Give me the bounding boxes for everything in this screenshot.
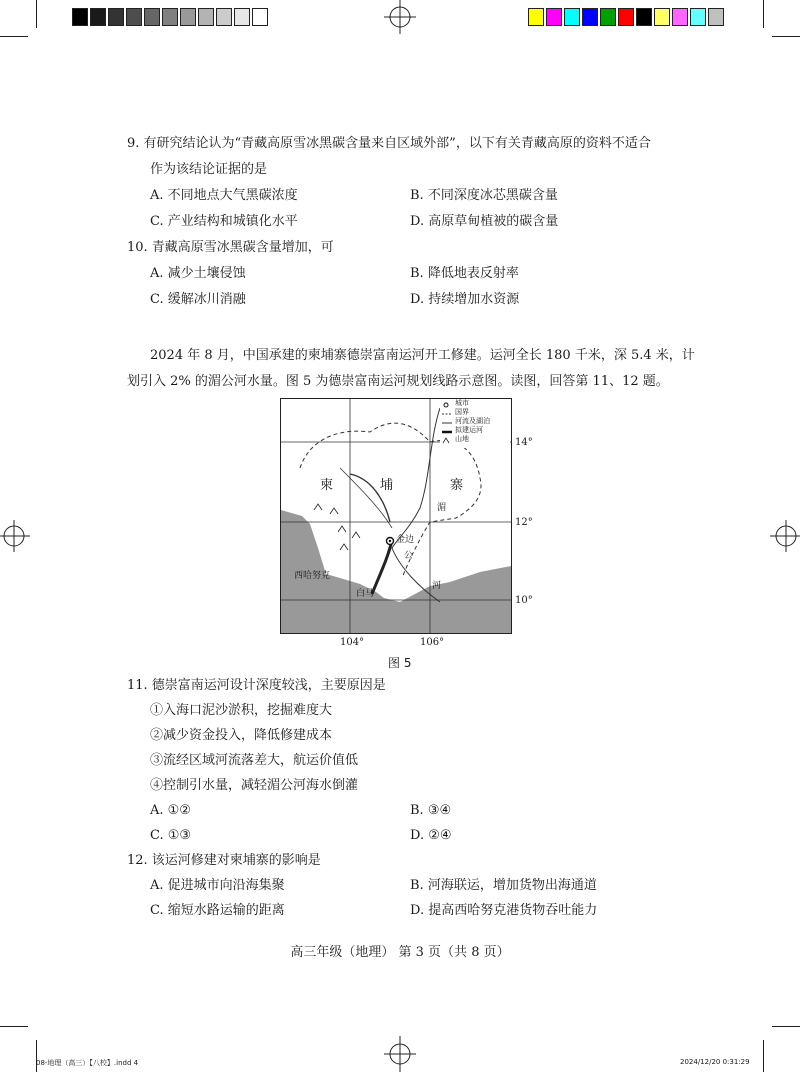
crop-mark <box>0 1026 28 1027</box>
q11-statement-3: ③流经区域河流落差大，航运价值低 <box>150 753 359 768</box>
passage-line1: 2024 年 8 月，中国承建的柬埔寨德崇富南运河开工修建。运河全长 180 千米，深 5.4 米，计 <box>150 348 695 363</box>
q11-option-a: A. ①② <box>150 803 191 818</box>
q9-option-c: C. 产业结构和城镇化水平 <box>150 214 298 229</box>
slug-filename: 08-地理（高三）【八校】.indd 4 <box>36 1059 139 1067</box>
q12-option-a: A. 促进城市向沿海集聚 <box>150 878 285 893</box>
q10-option-b: B. 降低地表反射率 <box>410 266 519 281</box>
lon-label-104: 104° <box>340 637 365 648</box>
color-bar-swatch <box>582 8 598 26</box>
q11-statement-2: ②减少资金投入，降低修建成本 <box>150 728 333 743</box>
q11-option-b: B. ③④ <box>410 803 452 818</box>
country-char-3: 寨 <box>450 478 464 493</box>
registration-mark-right <box>770 520 800 552</box>
q11-stem: 11. 德崇富南运河设计深度较浅，主要原因是 <box>127 678 386 693</box>
city-label: 金边 <box>396 535 415 545</box>
color-bar-swatch <box>654 8 670 26</box>
q9-stem-line2: 作为该结论证据的是 <box>150 162 268 177</box>
color-bar-swatch <box>672 8 688 26</box>
color-bar-swatch <box>546 8 562 26</box>
legend-border-label: 国界 <box>455 408 469 416</box>
q9-stem-line1: 9. 有研究结论认为“青藏高原雪冰黑碳含量来自区域外部”，以下有关青藏高原的资料不适合 <box>127 136 651 151</box>
gray-bar-swatch <box>216 8 232 26</box>
q10-option-a: A. 减少土壤侵蚀 <box>150 266 246 281</box>
color-bar-swatch <box>528 8 544 26</box>
gray-bar-swatch <box>198 8 214 26</box>
color-bar-swatch <box>708 8 724 26</box>
registration-mark-left <box>0 520 30 552</box>
gray-bar-swatch <box>180 8 196 26</box>
map-legend <box>455 399 490 444</box>
river-char-1: 湄 <box>437 503 447 513</box>
gray-bar-swatch <box>72 8 88 26</box>
q11-option-c: C. ①③ <box>150 828 192 843</box>
color-bar-swatch <box>690 8 706 26</box>
legend-river-label: 河流及湖泊 <box>455 417 490 425</box>
country-char-2: 埔 <box>380 478 394 493</box>
port-label: 西哈努克 <box>294 571 331 581</box>
crop-mark <box>36 0 37 28</box>
river-char-2: 公 <box>404 551 414 561</box>
q10-stem: 10. 青藏高原雪冰黑碳含量增加，可 <box>127 240 334 255</box>
river-char-3: 河 <box>432 581 442 591</box>
q11-option-d: D. ②④ <box>410 828 452 843</box>
gray-bar-swatch <box>126 8 142 26</box>
q9-option-b: B. 不同深度冰芯黑碳含量 <box>410 188 558 203</box>
q10-option-d: D. 持续增加水资源 <box>410 292 520 307</box>
gray-bar-swatch <box>234 8 250 26</box>
registration-mark-bottom <box>384 1036 416 1072</box>
lon-label-106: 106° <box>420 637 445 648</box>
lat-label-12: 12° <box>515 517 533 528</box>
crop-mark <box>763 1040 764 1072</box>
q12-stem: 12. 该运河修建对柬埔寨的影响是 <box>127 853 321 868</box>
q12-option-d: D. 提高西哈努克港货物吞吐能力 <box>410 903 598 918</box>
crop-mark <box>772 36 800 37</box>
page-footer: 高三年级（地理） 第 3 页（共 8 页） <box>290 945 510 960</box>
passage-line2: 划引入 2% 的湄公河水量。图 5 为德崇富南运河规划线路示意图。读图，回答第 11、12 题。 <box>127 374 669 389</box>
crop-mark <box>0 36 28 37</box>
legend-canal-label: 拟建运河 <box>455 426 483 434</box>
q12-option-b: B. 河海联运，增加货物出海通道 <box>410 878 597 893</box>
gray-bar-swatch <box>90 8 106 26</box>
color-bar-swatch <box>618 8 634 26</box>
gray-bar-swatch <box>108 8 124 26</box>
island-label: 白马 <box>356 589 375 599</box>
q11-statement-1: ①入海口泥沙淤积，挖掘难度大 <box>150 703 333 718</box>
legend-city-label: 城市 <box>455 399 469 407</box>
lat-label-10: 10° <box>515 595 533 606</box>
q11-statement-4: ④控制引水量，减轻湄公河海水倒灌 <box>150 778 359 793</box>
crop-mark <box>763 0 764 28</box>
registration-mark-top <box>384 0 416 34</box>
q10-option-c: C. 缓解冰川消融 <box>150 292 246 307</box>
q12-option-c: C. 缩短水路运输的距离 <box>150 903 285 918</box>
gray-bar-swatch <box>144 8 160 26</box>
q9-option-a: A. 不同地点大气黑碳浓度 <box>150 188 298 203</box>
color-bar-swatch <box>600 8 616 26</box>
lat-label-14: 14° <box>515 437 533 448</box>
country-char-1: 柬 <box>320 478 334 493</box>
figure-caption: 图 5 <box>388 656 412 670</box>
gray-bar-swatch <box>162 8 178 26</box>
slug-timestamp: 2024/12/20 0:31:29 <box>680 1058 750 1066</box>
legend-mountain-label: 山地 <box>455 435 469 443</box>
color-bar-swatch <box>564 8 580 26</box>
gray-bar-swatch <box>252 8 268 26</box>
crop-mark <box>772 1026 800 1027</box>
q9-option-d: D. 高原草甸植被的碳含量 <box>410 214 559 229</box>
color-bar-swatch <box>636 8 652 26</box>
